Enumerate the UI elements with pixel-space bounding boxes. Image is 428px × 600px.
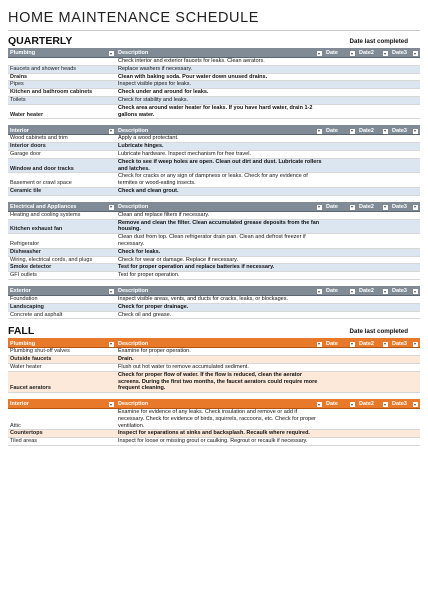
maintenance-item: Foundation bbox=[8, 295, 116, 303]
date3-cell[interactable] bbox=[390, 211, 420, 219]
date-cell[interactable] bbox=[324, 248, 357, 256]
category-header-label: Interior bbox=[10, 401, 29, 408]
date-cell[interactable] bbox=[324, 348, 357, 356]
filter-dropdown-icon[interactable] bbox=[413, 129, 418, 134]
maintenance-item: Water heater bbox=[8, 363, 116, 371]
task-description: Check for wear or damage. Replace if necessary. bbox=[116, 256, 324, 264]
filter-dropdown-icon[interactable] bbox=[317, 342, 322, 347]
date2-cell[interactable] bbox=[357, 438, 390, 446]
category-header bbox=[8, 125, 116, 135]
date-header-label: Date bbox=[326, 288, 338, 295]
date-cell[interactable] bbox=[324, 438, 357, 446]
table-row bbox=[8, 73, 420, 81]
maintenance-item: Window and door tracks bbox=[8, 158, 116, 173]
schedule-section bbox=[8, 399, 420, 446]
task-description: Check and clean grout. bbox=[116, 187, 324, 195]
date2-header-label: Date2 bbox=[359, 50, 374, 57]
date2-header bbox=[357, 338, 390, 348]
date2-cell[interactable] bbox=[357, 104, 390, 119]
table-row bbox=[8, 58, 420, 66]
description-header-label: Description bbox=[118, 127, 149, 134]
date2-header-label: Date2 bbox=[359, 340, 374, 347]
table-row bbox=[8, 150, 420, 158]
date-header-label: Date bbox=[326, 127, 338, 134]
date-cell[interactable] bbox=[324, 234, 357, 249]
filter-dropdown-icon[interactable] bbox=[350, 205, 355, 210]
maintenance-item: Faucet aerators bbox=[8, 371, 116, 392]
task-description: Apply a wood protectant. bbox=[116, 135, 324, 143]
date2-cell[interactable] bbox=[357, 158, 390, 173]
task-description: Check for stability and leaks. bbox=[116, 96, 324, 104]
date2-header bbox=[357, 399, 390, 409]
date2-cell[interactable] bbox=[357, 363, 390, 371]
table-row bbox=[8, 248, 420, 256]
date3-cell[interactable] bbox=[390, 311, 420, 319]
task-description: Test for proper operation. bbox=[116, 272, 324, 280]
filter-dropdown-icon[interactable] bbox=[109, 289, 114, 294]
description-header bbox=[116, 338, 324, 348]
table-row bbox=[8, 311, 420, 319]
date3-cell[interactable] bbox=[390, 158, 420, 173]
task-description: Remove and clean the filter. Clean accumulated grease deposits from the fan housing. bbox=[116, 219, 324, 234]
date-cell[interactable] bbox=[324, 430, 357, 438]
date3-header bbox=[390, 125, 420, 135]
date-header-label: Date bbox=[326, 50, 338, 57]
date3-cell[interactable] bbox=[390, 150, 420, 158]
table-row bbox=[8, 264, 420, 272]
date-cell[interactable] bbox=[324, 371, 357, 392]
table-row bbox=[8, 348, 420, 356]
date2-cell[interactable] bbox=[357, 187, 390, 195]
maintenance-item: Kitchen exhaust fan bbox=[8, 219, 116, 234]
date3-header-label: Date3 bbox=[392, 50, 407, 57]
date2-cell[interactable] bbox=[357, 96, 390, 104]
date-last-completed-label: Date last completed bbox=[349, 38, 408, 45]
filter-dropdown-icon[interactable] bbox=[413, 205, 418, 210]
filter-dropdown-icon[interactable] bbox=[350, 342, 355, 347]
date3-cell[interactable] bbox=[390, 173, 420, 188]
date-header bbox=[324, 338, 357, 348]
task-description: Examine for proper operation. bbox=[116, 348, 324, 356]
task-description: Lubricate hinges. bbox=[116, 143, 324, 151]
category-header bbox=[8, 399, 116, 409]
maintenance-item: Landscaping bbox=[8, 303, 116, 311]
table-row bbox=[8, 371, 420, 392]
filter-dropdown-icon[interactable] bbox=[109, 51, 114, 56]
date3-header bbox=[390, 338, 420, 348]
table-header-row bbox=[8, 399, 420, 409]
task-description: Check oil and grease. bbox=[116, 311, 324, 319]
filter-dropdown-icon[interactable] bbox=[383, 129, 388, 134]
date3-header-label: Date3 bbox=[392, 288, 407, 295]
date-cell[interactable] bbox=[324, 311, 357, 319]
date2-cell[interactable] bbox=[357, 234, 390, 249]
filter-dropdown-icon[interactable] bbox=[109, 205, 114, 210]
description-header bbox=[116, 125, 324, 135]
description-header-label: Description bbox=[118, 288, 149, 295]
filter-dropdown-icon[interactable] bbox=[109, 402, 114, 407]
date3-cell[interactable] bbox=[390, 409, 420, 430]
date-cell[interactable] bbox=[324, 158, 357, 173]
maintenance-item: Drains bbox=[8, 73, 116, 81]
category-header bbox=[8, 286, 116, 296]
table-row bbox=[8, 272, 420, 280]
date-cell[interactable] bbox=[324, 73, 357, 81]
schedule-table bbox=[8, 48, 420, 119]
date2-cell[interactable] bbox=[357, 409, 390, 430]
filter-dropdown-icon[interactable] bbox=[109, 129, 114, 134]
category-header-label: Exterior bbox=[10, 288, 31, 295]
date3-cell[interactable] bbox=[390, 356, 420, 364]
date-cell[interactable] bbox=[324, 264, 357, 272]
task-description: Drain. bbox=[116, 356, 324, 364]
filter-dropdown-icon[interactable] bbox=[317, 129, 322, 134]
date-header-label: Date bbox=[326, 203, 338, 210]
date3-header bbox=[390, 286, 420, 296]
date3-header bbox=[390, 202, 420, 212]
date-cell[interactable] bbox=[324, 303, 357, 311]
description-header bbox=[116, 286, 324, 296]
date2-cell[interactable] bbox=[357, 135, 390, 143]
date2-cell[interactable] bbox=[357, 65, 390, 73]
date-cell[interactable] bbox=[324, 409, 357, 430]
description-header bbox=[116, 399, 324, 409]
date-cell[interactable] bbox=[324, 96, 357, 104]
schedule-section bbox=[8, 48, 420, 119]
filter-dropdown-icon[interactable] bbox=[317, 402, 322, 407]
description-header-label: Description bbox=[118, 203, 149, 210]
date2-header bbox=[357, 125, 390, 135]
date2-header bbox=[357, 286, 390, 296]
description-header bbox=[116, 202, 324, 212]
schedule-section bbox=[8, 286, 420, 319]
date2-cell[interactable] bbox=[357, 219, 390, 234]
schedule-section bbox=[8, 202, 420, 280]
date3-header-label: Date3 bbox=[392, 127, 407, 134]
task-description: Check for proper flow of water. If the flow is reduced, clean the aerator screens. During the first two months, the faucet aerators could require more frequent cleaning. bbox=[116, 371, 324, 392]
date-cell[interactable] bbox=[324, 173, 357, 188]
date2-cell[interactable] bbox=[357, 303, 390, 311]
task-description: Check for leaks. bbox=[116, 248, 324, 256]
task-description: Inspect visible areas, vents, and ducts for cracks, leaks, or blockages. bbox=[116, 295, 324, 303]
table-row bbox=[8, 409, 420, 430]
date2-cell[interactable] bbox=[357, 272, 390, 280]
date2-header-label: Date2 bbox=[359, 127, 374, 134]
date-cell[interactable] bbox=[324, 256, 357, 264]
season-heading bbox=[8, 325, 420, 337]
table-header-row bbox=[8, 125, 420, 135]
table-row bbox=[8, 173, 420, 188]
table-header-row bbox=[8, 338, 420, 348]
filter-dropdown-icon[interactable] bbox=[413, 342, 418, 347]
date2-header-label: Date2 bbox=[359, 288, 374, 295]
table-row bbox=[8, 219, 420, 234]
filter-dropdown-icon[interactable] bbox=[413, 289, 418, 294]
task-description: Clean dust from top. Clean refrigerator drain pan. Clean and defrost freezer if necessary. bbox=[116, 234, 324, 249]
date3-header-label: Date3 bbox=[392, 203, 407, 210]
date-header bbox=[324, 286, 357, 296]
filter-dropdown-icon[interactable] bbox=[350, 129, 355, 134]
task-description: Clean and replace filters if necessary. bbox=[116, 211, 324, 219]
table-row bbox=[8, 65, 420, 73]
date-cell[interactable] bbox=[324, 356, 357, 364]
category-header bbox=[8, 202, 116, 212]
date3-header-label: Date3 bbox=[392, 340, 407, 347]
date-header bbox=[324, 202, 357, 212]
category-header-label: Plumbing bbox=[10, 50, 36, 57]
description-header-label: Description bbox=[118, 340, 149, 347]
schedule-table bbox=[8, 125, 420, 195]
category-header bbox=[8, 48, 116, 58]
date2-cell[interactable] bbox=[357, 58, 390, 66]
date2-header bbox=[357, 48, 390, 58]
filter-dropdown-icon[interactable] bbox=[317, 289, 322, 294]
date2-cell[interactable] bbox=[357, 371, 390, 392]
date2-cell[interactable] bbox=[357, 295, 390, 303]
task-description: Inspect for loose or missing grout or caulking. Regrout or recaulk if necessary. bbox=[116, 438, 324, 446]
filter-dropdown-icon[interactable] bbox=[383, 205, 388, 210]
category-header-label: Plumbing bbox=[10, 340, 36, 347]
date3-header-label: Date3 bbox=[392, 401, 407, 408]
date3-cell[interactable] bbox=[390, 256, 420, 264]
table-row bbox=[8, 89, 420, 97]
table-row bbox=[8, 158, 420, 173]
filter-dropdown-icon[interactable] bbox=[350, 402, 355, 407]
date2-cell[interactable] bbox=[357, 264, 390, 272]
date2-cell[interactable] bbox=[357, 356, 390, 364]
maintenance-item: Faucets and shower heads bbox=[8, 65, 116, 73]
table-row bbox=[8, 135, 420, 143]
date-cell[interactable] bbox=[324, 150, 357, 158]
table-row bbox=[8, 211, 420, 219]
table-row bbox=[8, 295, 420, 303]
task-description: Inspect for separations at sinks and backsplash. Recaulk where required. bbox=[116, 430, 324, 438]
filter-dropdown-icon[interactable] bbox=[413, 402, 418, 407]
date2-cell[interactable] bbox=[357, 150, 390, 158]
filter-dropdown-icon[interactable] bbox=[383, 289, 388, 294]
table-row bbox=[8, 256, 420, 264]
filter-dropdown-icon[interactable] bbox=[383, 402, 388, 407]
category-header-label: Interior bbox=[10, 127, 29, 134]
date3-cell[interactable] bbox=[390, 73, 420, 81]
date3-cell[interactable] bbox=[390, 272, 420, 280]
document-title: HOME MAINTENANCE SCHEDULE bbox=[8, 8, 420, 31]
task-description: Examine for evidence of any leaks. Check insulation and remove or add if necessary. Check for evidence of birds, squirrels, raccoons, etc. Check for proper ventilation. bbox=[116, 409, 324, 430]
date2-cell[interactable] bbox=[357, 81, 390, 89]
date3-cell[interactable] bbox=[390, 135, 420, 143]
maintenance-item: Toilets bbox=[8, 96, 116, 104]
filter-dropdown-icon[interactable] bbox=[383, 51, 388, 56]
filter-dropdown-icon[interactable] bbox=[350, 289, 355, 294]
maintenance-item: Countertops bbox=[8, 430, 116, 438]
date-last-completed-label: Date last completed bbox=[349, 328, 408, 336]
table-row bbox=[8, 143, 420, 151]
date2-cell[interactable] bbox=[357, 248, 390, 256]
table-row bbox=[8, 234, 420, 249]
task-description: Clean with baking soda. Pour water down unused drains. bbox=[116, 73, 324, 81]
date2-cell[interactable] bbox=[357, 348, 390, 356]
maintenance-item: Tiled areas bbox=[8, 438, 116, 446]
maintenance-item: Plumbing shut-off valves bbox=[8, 348, 116, 356]
maintenance-item: Concrete and asphalt bbox=[8, 311, 116, 319]
date2-cell[interactable] bbox=[357, 256, 390, 264]
date2-header bbox=[357, 202, 390, 212]
date2-cell[interactable] bbox=[357, 173, 390, 188]
date2-header-label: Date2 bbox=[359, 203, 374, 210]
date-cell[interactable] bbox=[324, 143, 357, 151]
maintenance-item: Smoke detector bbox=[8, 264, 116, 272]
filter-dropdown-icon[interactable] bbox=[383, 342, 388, 347]
task-description: Lubricate hardware. Inspect mechanism for free travel. bbox=[116, 150, 324, 158]
schedule-table bbox=[8, 286, 420, 319]
date-cell[interactable] bbox=[324, 89, 357, 97]
schedule-table bbox=[8, 338, 420, 393]
task-description: Check for cracks or any sign of dampness or leaks. Check for any evidence of termites or wood-eating insects. bbox=[116, 173, 324, 188]
filter-dropdown-icon[interactable] bbox=[317, 51, 322, 56]
date3-cell[interactable] bbox=[390, 234, 420, 249]
date3-cell[interactable] bbox=[390, 295, 420, 303]
maintenance-item: Outside faucets bbox=[8, 356, 116, 364]
table-header-row bbox=[8, 286, 420, 296]
table-row bbox=[8, 430, 420, 438]
date3-cell[interactable] bbox=[390, 81, 420, 89]
filter-dropdown-icon[interactable] bbox=[109, 342, 114, 347]
date3-cell[interactable] bbox=[390, 219, 420, 234]
category-header bbox=[8, 338, 116, 348]
date3-cell[interactable] bbox=[390, 143, 420, 151]
filter-dropdown-icon[interactable] bbox=[317, 205, 322, 210]
maintenance-item: Dishwasher bbox=[8, 248, 116, 256]
schedule-table bbox=[8, 202, 420, 280]
date-cell[interactable] bbox=[324, 363, 357, 371]
task-description: Check interior and exterior faucets for leaks. Clean aerators. bbox=[116, 58, 324, 66]
date-header-label: Date bbox=[326, 340, 338, 347]
task-description: Replace washers if necessary. bbox=[116, 65, 324, 73]
maintenance-item: Pipes bbox=[8, 81, 116, 89]
maintenance-item: Attic bbox=[8, 409, 116, 430]
date3-cell[interactable] bbox=[390, 187, 420, 195]
table-row bbox=[8, 356, 420, 364]
task-description: Check to see if weep holes are open. Clean out dirt and dust. Lubricate rollers and latches. bbox=[116, 158, 324, 173]
date3-header bbox=[390, 399, 420, 409]
date3-cell[interactable] bbox=[390, 348, 420, 356]
date3-cell[interactable] bbox=[390, 65, 420, 73]
description-header-label: Description bbox=[118, 50, 149, 57]
date2-cell[interactable] bbox=[357, 311, 390, 319]
schedule-section bbox=[8, 338, 420, 393]
date3-header bbox=[390, 48, 420, 58]
date3-cell[interactable] bbox=[390, 58, 420, 66]
season-heading bbox=[8, 35, 420, 47]
date-cell[interactable] bbox=[324, 219, 357, 234]
date-header bbox=[324, 125, 357, 135]
date2-cell[interactable] bbox=[357, 430, 390, 438]
maintenance-item: Garage door bbox=[8, 150, 116, 158]
maintenance-item: Water heater bbox=[8, 104, 116, 119]
date2-cell[interactable] bbox=[357, 143, 390, 151]
maintenance-item: Wood cabinets and trim bbox=[8, 135, 116, 143]
date3-cell[interactable] bbox=[390, 89, 420, 97]
date3-cell[interactable] bbox=[390, 303, 420, 311]
table-row bbox=[8, 438, 420, 446]
maintenance-item: Ceramic tile bbox=[8, 187, 116, 195]
task-description: Check under and around for leaks. bbox=[116, 89, 324, 97]
table-header-row bbox=[8, 202, 420, 212]
date2-header-label: Date2 bbox=[359, 401, 374, 408]
maintenance-item: GFI outlets bbox=[8, 272, 116, 280]
maintenance-item: Wiring, electrical cords, and plugs bbox=[8, 256, 116, 264]
table-row bbox=[8, 363, 420, 371]
date3-cell[interactable] bbox=[390, 104, 420, 119]
task-description: Inspect visible pipes for leaks. bbox=[116, 81, 324, 89]
date2-cell[interactable] bbox=[357, 89, 390, 97]
filter-dropdown-icon[interactable] bbox=[350, 51, 355, 56]
date-cell[interactable] bbox=[324, 295, 357, 303]
task-description: Test for proper operation and replace batteries if necessary. bbox=[116, 264, 324, 272]
table-row bbox=[8, 303, 420, 311]
table-row bbox=[8, 96, 420, 104]
date-header bbox=[324, 399, 357, 409]
date-header bbox=[324, 48, 357, 58]
date3-cell[interactable] bbox=[390, 438, 420, 446]
maintenance-item: Refrigerator bbox=[8, 234, 116, 249]
date3-cell[interactable] bbox=[390, 248, 420, 256]
date3-cell[interactable] bbox=[390, 371, 420, 392]
date-cell[interactable] bbox=[324, 211, 357, 219]
maintenance-item: Kitchen and bathroom cabinets bbox=[8, 89, 116, 97]
date2-cell[interactable] bbox=[357, 73, 390, 81]
task-description: Flush out hot water to remove accumulated sediment. bbox=[116, 363, 324, 371]
date-cell[interactable] bbox=[324, 81, 357, 89]
date3-cell[interactable] bbox=[390, 96, 420, 104]
maintenance-item: Basement or crawl space bbox=[8, 173, 116, 188]
date3-cell[interactable] bbox=[390, 264, 420, 272]
task-description: Check for proper drainage. bbox=[116, 303, 324, 311]
description-header bbox=[116, 48, 324, 58]
description-header-label: Description bbox=[118, 401, 149, 408]
date2-cell[interactable] bbox=[357, 211, 390, 219]
season-name: QUARTERLY bbox=[8, 35, 73, 47]
season-name: FALL bbox=[8, 325, 35, 338]
schedule-section bbox=[8, 125, 420, 195]
date3-cell[interactable] bbox=[390, 363, 420, 371]
maintenance-item: Heating and cooling systems bbox=[8, 211, 116, 219]
task-description: Check area around water heater for leaks. If you have hard water, drain 1-2 gallons water. bbox=[116, 104, 324, 119]
table-row bbox=[8, 104, 420, 119]
table-row bbox=[8, 187, 420, 195]
category-header-label: Electrical and Appliances bbox=[10, 203, 77, 210]
schedule-table bbox=[8, 399, 420, 446]
date-cell[interactable] bbox=[324, 104, 357, 119]
date-cell[interactable] bbox=[324, 135, 357, 143]
schedule-content bbox=[8, 35, 420, 446]
date-cell[interactable] bbox=[324, 65, 357, 73]
maintenance-item: Interior doors bbox=[8, 143, 116, 151]
date3-cell[interactable] bbox=[390, 430, 420, 438]
table-row bbox=[8, 81, 420, 89]
filter-dropdown-icon[interactable] bbox=[413, 51, 418, 56]
date-cell[interactable] bbox=[324, 58, 357, 66]
maintenance-item bbox=[8, 58, 116, 66]
date-cell[interactable] bbox=[324, 272, 357, 280]
table-header-row bbox=[8, 48, 420, 58]
date-header-label: Date bbox=[326, 401, 338, 408]
date-cell[interactable] bbox=[324, 187, 357, 195]
